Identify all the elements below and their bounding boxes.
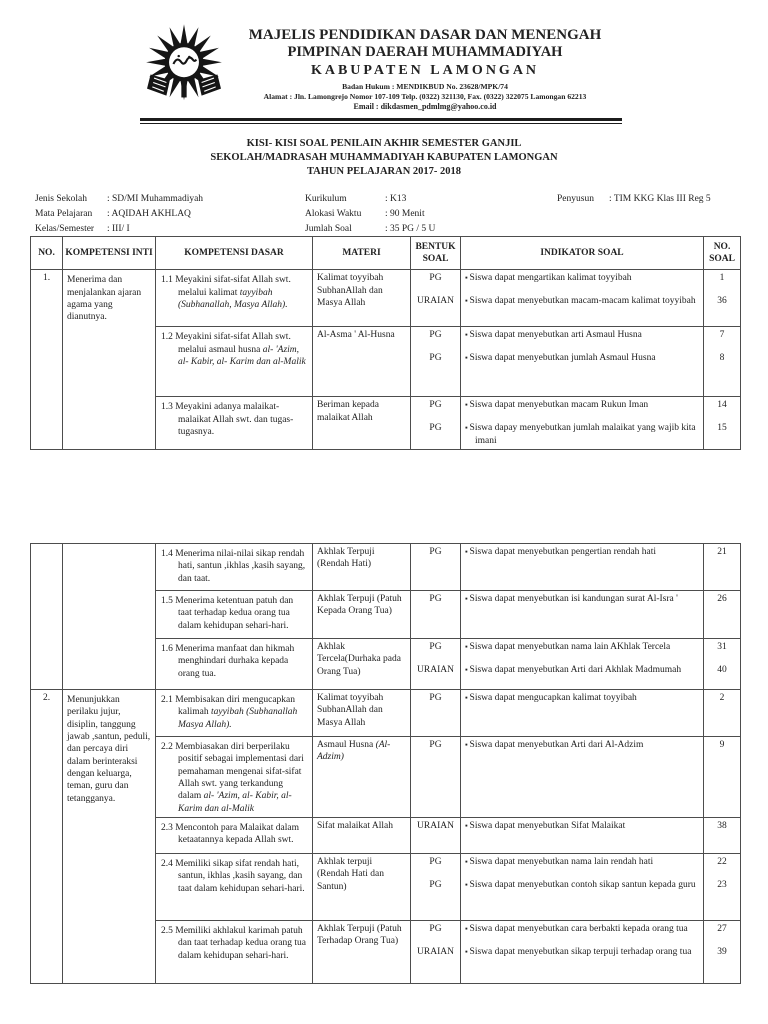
bentuk-soal-cell: PG URAIAN [411, 921, 461, 984]
org-name-line3: KABUPATEN LAMONGAN [310, 62, 540, 78]
letterhead [140, 20, 622, 124]
no-soal-cell: 21 [704, 544, 741, 591]
no-soal-cell: 22 23 [704, 854, 741, 921]
muhammadiyah-logo-icon [140, 20, 228, 108]
materi-cell: Kalimat toyyibah SubhanAllah dan Masya Allah [313, 690, 411, 737]
table-row [31, 270, 741, 327]
meta-jumlah-soal: Jumlah Soal : 35 PG / 5 U [305, 223, 436, 234]
org-name-line1: MAJELIS PENDIDIKAN DASAR DAN MENENGAH [248, 27, 602, 43]
bentuk-soal-cell: PG [411, 591, 461, 639]
kompetensi-dasar-cell: 1.4 Menerima nilai-nilai sikap rendah hati, santun ,ikhlas ,kasih sayang, dan taat. [156, 544, 313, 591]
page-title [0, 137, 768, 180]
bentuk-soal-cell: URAIAN [411, 818, 461, 854]
kompetensi-inti-cell: Menunjukkan perilaku jujur, disiplin, tanggung jawab ,santun, peduli, dan percaya diri dalam berinteraksi dengan keluarga, teman, guru dan tetangganya. [63, 690, 156, 984]
materi-cell: Akhlak terpuji (Rendah Hati dan Santun) [313, 854, 411, 921]
meta-jenis-sekolah: Jenis Sekolah : SD/MI Muhammadiyah [35, 194, 204, 205]
org-email: Email : dikdasmen_pdmlmg@yahoo.co.id [353, 101, 497, 111]
kompetensi-inti-cell: Menerima dan menjalankan ajaran agama yang dianutnya. [63, 270, 156, 450]
col-header-materi: MATERI [313, 237, 411, 270]
indikator-cell: ▪ Siswa dapat menyebutkan arti Asmaul Husna ▪ Siswa dapat menyebutkan jumlah Asmaul Husna [461, 327, 704, 397]
kompetensi-inti-cell [63, 544, 156, 690]
materi-cell: Sifat malaikat Allah [313, 818, 411, 854]
materi-cell: Beriman kepada malaikat Allah [313, 397, 411, 450]
kisi-kisi-table-block-1 [30, 236, 741, 450]
org-name-line2: PIMPINAN DAERAH MUHAMMADIYAH [287, 44, 563, 61]
kompetensi-dasar-cell: 1.5 Menerima ketentuan patuh dan taat terhadap kedua orang tua dalam kehidupan sehari-hari. [156, 591, 313, 639]
org-legal: Badan Hukum : MENDIKBUD No. 23628/MPK/74 [342, 82, 508, 92]
bentuk-soal-cell: PG PG [411, 327, 461, 397]
no-soal-cell: 14 15 [704, 397, 741, 450]
bentuk-soal-cell: PG [411, 690, 461, 737]
bentuk-soal-cell: PG [411, 737, 461, 818]
meta-alokasi-waktu: Alokasi Waktu : 90 Menit [305, 208, 425, 219]
indikator-cell: ▪ Siswa dapat menyebutkan nama lain AKhlak Tercela ▪ Siswa dapat menyebutkan Arti dari Akhlak Madmumah [461, 639, 704, 690]
col-header-bentuk-soal: BENTUK SOAL [411, 237, 461, 270]
col-header-kompetensi-dasar: KOMPETENSI DASAR [156, 237, 313, 270]
no-soal-cell: 2 [704, 690, 741, 737]
col-header-no-soal: NO. SOAL [704, 237, 741, 270]
kisi-kisi-table-block-2 [30, 543, 741, 984]
kompetensi-dasar-cell: 1.2 Meyakini sifat-sifat Allah swt. melalui asmaul husna al- 'Azim, al- Kabir, al- Karim dan al-Malik [156, 327, 313, 397]
kompetensi-dasar-cell: 1.3 Meyakini adanya malaikat-malaikat Allah swt. dan tugas-tugasnya. [156, 397, 313, 450]
indikator-cell: ▪ Siswa dapat menyebutkan cara berbakti kepada orang tua ▪ Siswa dapat menyebutkan sikap terpuji terhadap orang tua [461, 921, 704, 984]
kompetensi-dasar-cell: 2.2 Membiasakan diri berperilaku positif sebagai implementasi dari pemahaman mengenai sifat-sifat Allah swt. yang terkandung dalam al- 'Azim, al- Kabir, al- Karim dan al-Malik [156, 737, 313, 818]
table-row [31, 690, 741, 737]
title-line2: SEKOLAH/MADRASAH MUHAMMADIYAH KABUPATEN LAMONGAN [210, 151, 558, 163]
title-line3: TAHUN PELAJARAN 2017- 2018 [306, 166, 462, 177]
kompetensi-dasar-cell: 2.3 Mencontoh para Malaikat dalam ketaatannya kepada Allah swt. [156, 818, 313, 854]
materi-cell: Akhlak Terpuji (Patuh Terhadap Orang Tua) [313, 921, 411, 984]
kompetensi-dasar-cell: 2.5 Memiliki akhlakul karimah patuh dan taat terhadap kedua orang tua dalam kehidupan sehari-hari. [156, 921, 313, 984]
no-soal-cell: 7 8 [704, 327, 741, 397]
no-soal-cell: 31 40 [704, 639, 741, 690]
indikator-cell: ▪ Siswa dapat menyebutkan Sifat Malaikat [461, 818, 704, 854]
kompetensi-dasar-cell: 2.4 Memiliki sikap sifat rendah hati, santun, ikhlas ,kasih sayang, dan taat dalam kehidupan sehari-hari. [156, 854, 313, 921]
no-cell: 2. [31, 690, 63, 984]
indikator-cell: ▪ Siswa dapat menyebutkan macam Rukun Iman ▪ Siswa dapay menyebutkan jumlah malaikat yang wajib kita imani [461, 397, 704, 450]
materi-cell: Akhlak Terpuji (Rendah Hati) [313, 544, 411, 591]
col-header-indikator-soal: INDIKATOR SOAL [461, 237, 704, 270]
materi-cell: Akhlak Tercela(Durhaka pada Orang Tua) [313, 639, 411, 690]
materi-cell: Al-Asma ' Al-Husna [313, 327, 411, 397]
kompetensi-dasar-cell: 1.6 Menerima manfaat dan hikmah menghindari durhaka kepada orang tua. [156, 639, 313, 690]
bentuk-soal-cell: PG [411, 544, 461, 591]
no-soal-cell: 1 36 [704, 270, 741, 327]
indikator-cell: ▪ Siswa dapat mengartikan kalimat toyyibah ▪ Siswa dapat menyebutkan macam-macam kalimat toyyibah [461, 270, 704, 327]
org-address: Alamat : Jln. Lamongrejo Nomor 107-109 Telp. (0322) 321130, Fax. (0322) 322075 Lamongan 62213 [263, 92, 587, 101]
bentuk-soal-cell: PG URAIAN [411, 270, 461, 327]
letterhead-divider [140, 118, 622, 124]
no-cell: 1. [31, 270, 63, 450]
indikator-cell: ▪ Siswa dapat menyebutkan pengertian rendah hati [461, 544, 704, 591]
kompetensi-dasar-cell: 1.1 Meyakini sifat-sifat Allah swt. melalui kalimat tayyibah (Subhanallah, Masya Allah). [156, 270, 313, 327]
bentuk-soal-cell: PG PG [411, 397, 461, 450]
col-header-no: NO. [31, 237, 63, 270]
indikator-cell: ▪ Siswa dapat mengucapkan kalimat toyyibah [461, 690, 704, 737]
meta-penyusun: Penyusun : TIM KKG Klas III Reg 5 [557, 194, 711, 205]
table-header-row [31, 237, 741, 270]
bentuk-soal-cell: PG PG [411, 854, 461, 921]
materi-cell: Kalimat toyyibah SubhanAllah dan Masya Allah [313, 270, 411, 327]
no-soal-cell: 26 [704, 591, 741, 639]
materi-cell: Akhlak Terpuji (Patuh Kepada Orang Tua) [313, 591, 411, 639]
title-line1: KISI- KISI SOAL PENILAIN AKHIR SEMESTER GANJIL [246, 137, 522, 149]
meta-kelas-semester: Kelas/Semester : III/ I [35, 223, 130, 234]
indikator-cell: ▪ Siswa dapat menyebutkan Arti dari Al-Adzim [461, 737, 704, 818]
no-cell [31, 544, 63, 690]
indikator-cell: ▪ Siswa dapat menyebutkan nama lain rendah hati ▪ Siswa dapat menyebutkan contoh sikap santun kepada guru [461, 854, 704, 921]
meta-mata-pelajaran: Mata Pelajaran : AQIDAH AKHLAQ [35, 208, 191, 219]
col-header-kompetensi-inti: KOMPETENSI INTI [63, 237, 156, 270]
table-row [31, 544, 741, 591]
no-soal-cell: 38 [704, 818, 741, 854]
meta-kurikulum: Kurikulum : K13 [305, 194, 407, 205]
no-soal-cell: 27 39 [704, 921, 741, 984]
materi-cell: Asmaul Husna (Al-Adzim) [313, 737, 411, 818]
indikator-cell: ▪ Siswa dapat menyebutkan isi kandungan surat Al-Isra ' [461, 591, 704, 639]
bentuk-soal-cell: PG URAIAN [411, 639, 461, 690]
meta-info [35, 192, 768, 236]
kompetensi-dasar-cell: 2.1 Membisakan diri mengucapkan kalimah tayyibah (Subhanallah Masya Allah). [156, 690, 313, 737]
no-soal-cell: 9 [704, 737, 741, 818]
